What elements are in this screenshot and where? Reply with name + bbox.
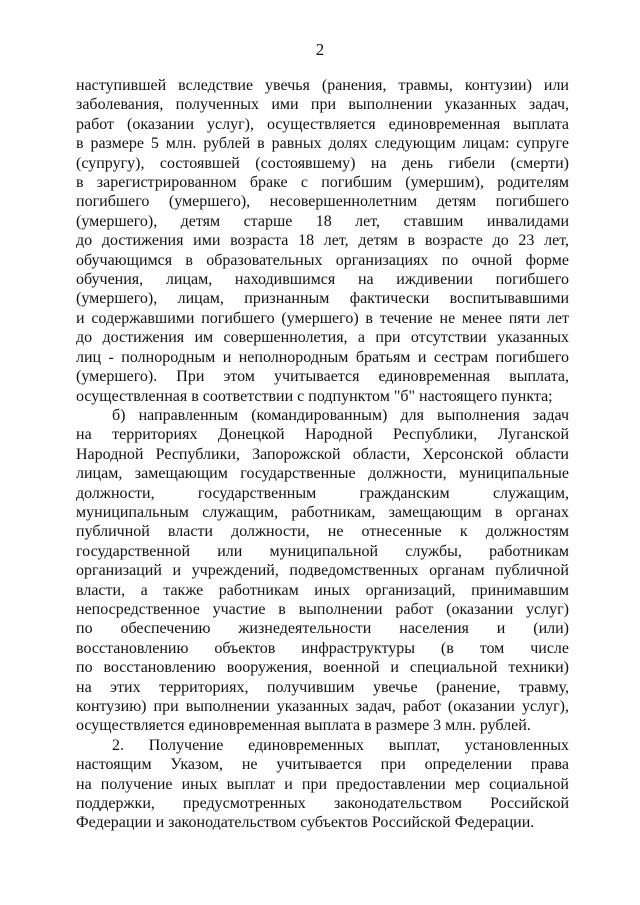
text-line: наступившей вследствие увечья (ранения, травмы, контузии) или (76, 77, 569, 94)
text-line: до достижения им совершеннолетия, а при отсутствии указанных (76, 329, 569, 347)
text-line: погибшего (умершего), несовершеннолетним детям погибшего (76, 193, 569, 211)
text-line: (супругу), состоявшей (состоявшему) на день гибели (смерти) (76, 154, 569, 172)
text-line: обучающимся в образовательных организациях по очной форме (76, 251, 569, 269)
text-line: в размере 5 млн. рублей в равных долях следующим лицам: супруге (76, 135, 569, 153)
text-line: обучения, лицам, находившимся на иждивении погибшего (76, 271, 569, 289)
text-line: (умершего), детям старше 18 лет, ставшим инвалидами (76, 212, 569, 230)
text-line: (умершего), лицам, признанным фактически воспитывавшими (76, 290, 569, 308)
text-line: контузию) при выполнении указанных задач, работ (оказании услуг), (76, 698, 569, 715)
text-line: работ (оказании услуг), осуществляется единовременная выплата (76, 115, 569, 133)
text-line: по восстановлению вооружения, военной и специальной техники) (76, 659, 569, 677)
text-line: поддержки, предусмотренных законодательством Российской (76, 795, 569, 813)
paragraph-1-continuation (76, 76, 569, 406)
text-line: Народной Республики, Запорожской области, Херсонской области (76, 445, 569, 463)
page-number: 2 (315, 40, 325, 59)
text-line: б) направленным (командированным) для выполнения задач (112, 406, 569, 424)
text-line: Федерации и законодательством субъектов Российской Федерации. (76, 814, 535, 832)
text-line: настоящим Указом, не учитывается при определении права (76, 756, 569, 774)
text-line: осуществляется единовременная выплата в размере 3 млн. рублей. (76, 717, 531, 735)
document-body (76, 76, 569, 833)
text-line: до достижения ими возраста 18 лет, детям в возрасте до 23 лет, (76, 232, 569, 250)
text-line: публичной власти должности, не отнесенные к должностям (76, 523, 569, 541)
text-line: 2. Получение единовременных выплат, установленных (112, 736, 569, 754)
text-line: в зарегистрированном браке с погибшим (умершим), родителям (76, 174, 569, 192)
text-line: осуществленная в соответствии с подпунктом "б" настоящего пункта; (76, 387, 553, 405)
text-line: и содержавшими погибшего (умершего) в течение не менее пяти лет (76, 309, 569, 327)
paragraph-subitem-b (76, 406, 569, 736)
text-line: (умершего). При этом учитывается единовременная выплата, (76, 368, 569, 386)
text-line: организаций и учреждений, подведомственных органам публичной (76, 562, 569, 580)
text-line: лицам, замещающим государственные должности, муниципальные (76, 465, 569, 483)
text-line: власти, а также работникам иных организаций, принимавшим (76, 581, 569, 599)
text-line: на получение иных выплат и при предоставлении мер социальной (76, 775, 569, 793)
text-line: по обеспечению жизнедеятельности населения и (или) (76, 620, 569, 638)
text-line: на территориях Донецкой Народной Республики, Луганской (76, 426, 569, 444)
text-line: на этих территориях, получившим увечье (ранение, травму, (76, 678, 569, 696)
text-line: восстановлению объектов инфраструктуры (в том числе (76, 639, 569, 657)
text-line: лиц - полнородным и неполнородным братьям и сестрам погибшего (76, 348, 569, 366)
text-line: заболевания, полученных ими при выполнении указанных задач, (76, 96, 569, 114)
text-line: должности, государственным гражданским служащим, (76, 484, 569, 502)
text-line: муниципальным служащим, работникам, замещающим в органах (76, 503, 569, 521)
text-line: государственной или муниципальной службы, работникам (76, 542, 569, 560)
paragraph-item-2 (76, 736, 569, 833)
text-line: непосредственное участие в выполнении работ (оказании услуг) (76, 600, 569, 618)
